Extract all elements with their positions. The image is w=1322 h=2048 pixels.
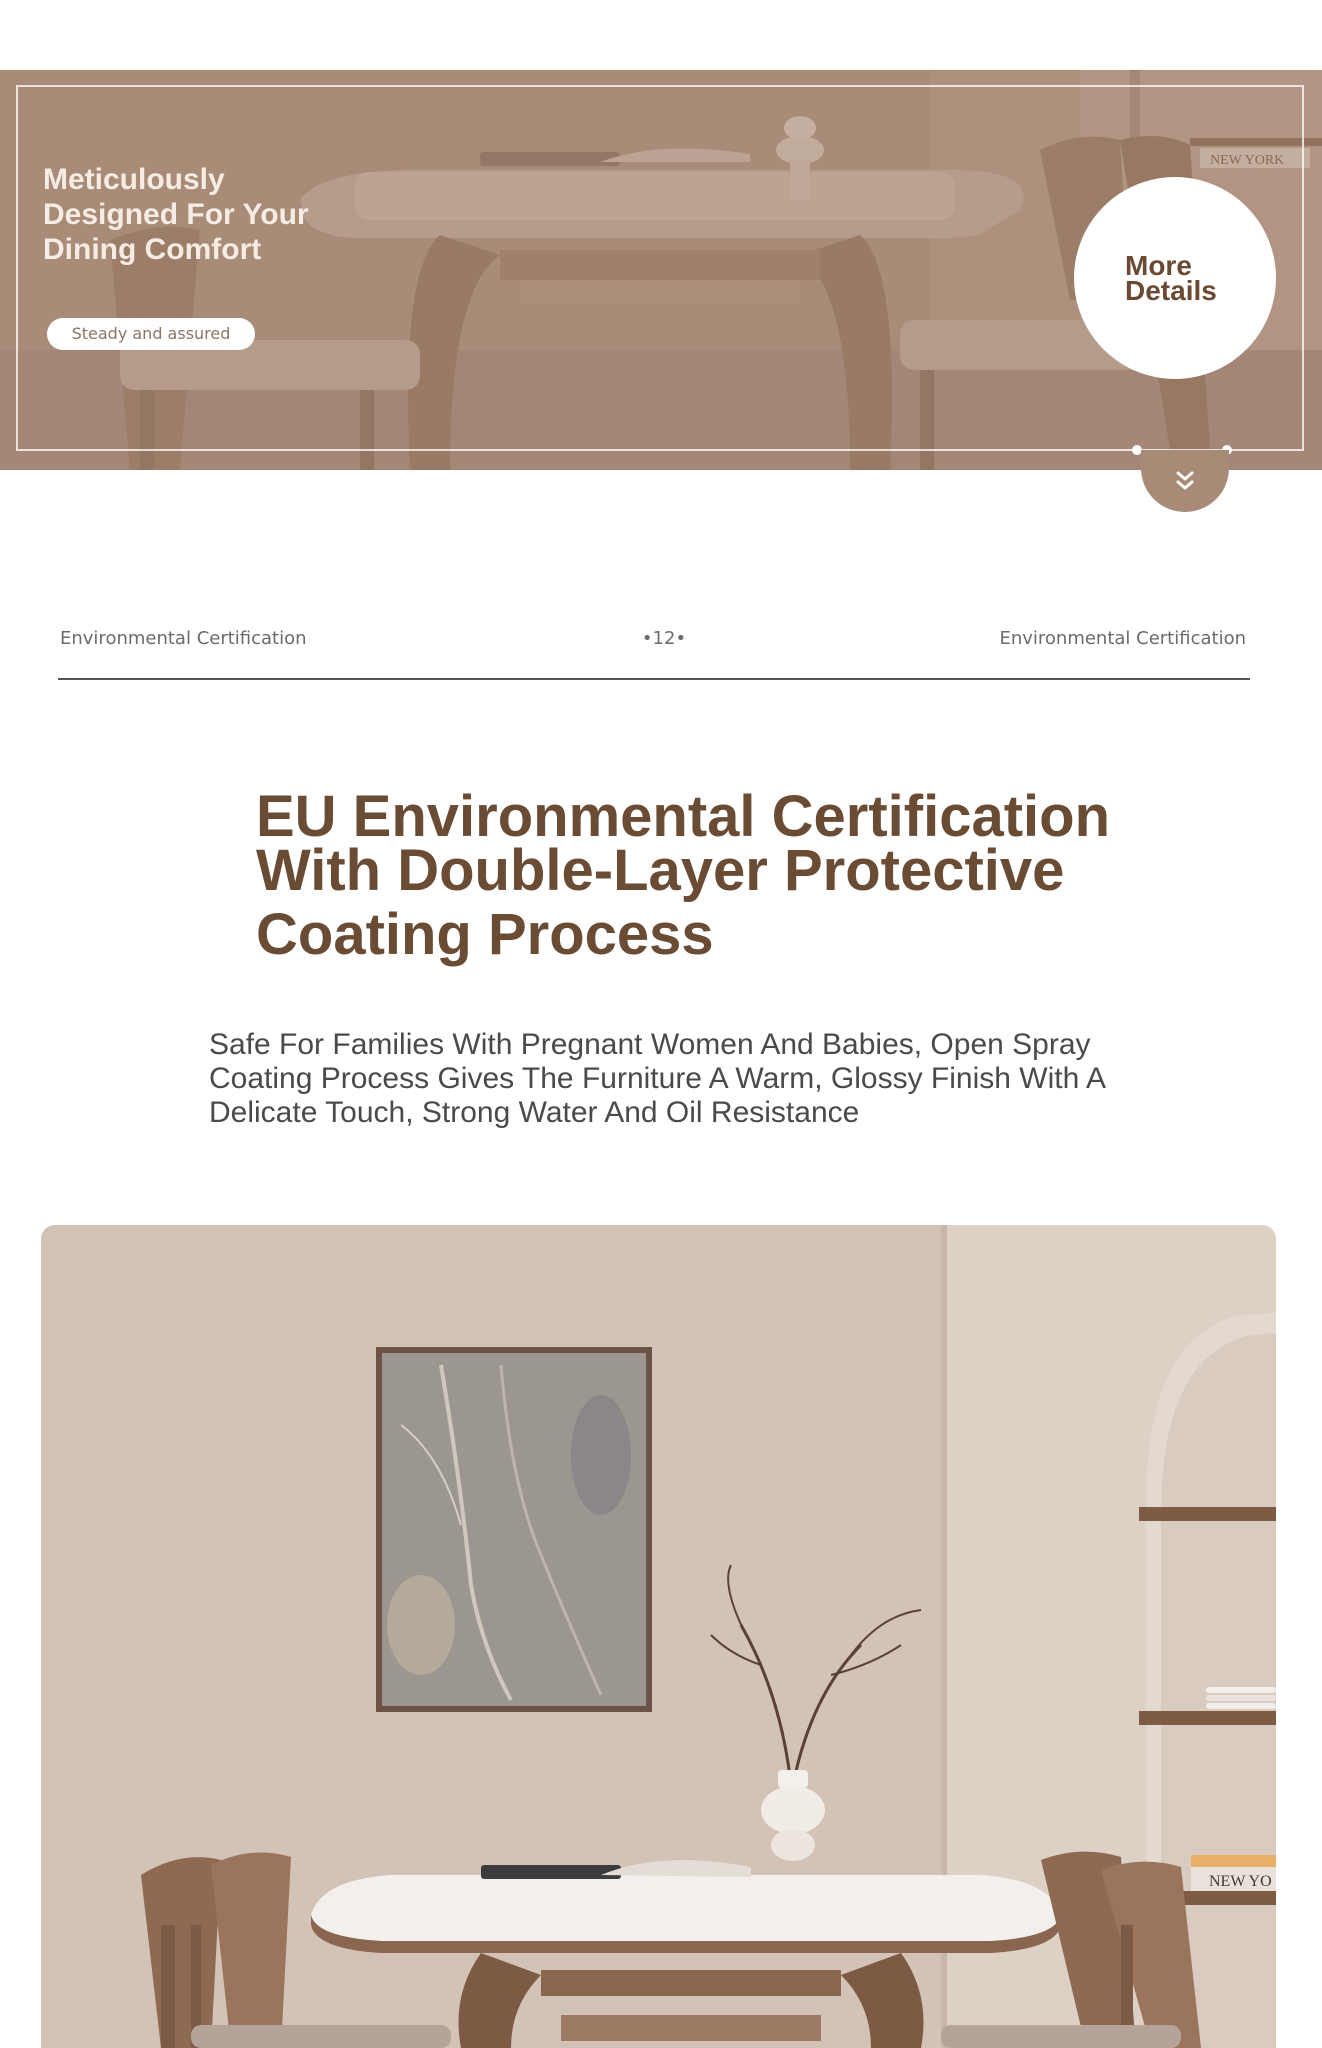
hero-title [43,162,343,267]
hero-title-line2: Designed For Your [43,198,309,231]
more-details-line2: Details [1125,275,1217,306]
page-description: Safe For Families With Pregnant Women And Babies, Open Spray Coating Process Gives The Furniture A Warm, Glossy Finish With A Delicate Touch, Strong Water And Oil Resistance [209,1028,1105,1129]
product-photo [41,1225,1276,2048]
more-details-button[interactable] [1074,177,1276,379]
scroll-down-button[interactable] [1141,450,1229,512]
book-label-hero: NEW YORK [1210,153,1285,168]
section-header-right: Environmental Certification [999,628,1246,649]
page-title [256,784,1116,967]
hero-title-line3: Dining Comfort [43,233,262,266]
hero-banner [0,70,1322,470]
hero-title-line1: Meticulously [43,163,225,196]
section-header [58,620,1250,680]
page-title-line2: With Double-Layer Protective [256,838,1065,903]
section-header-left: Environmental Certification [60,628,307,649]
page-title-line3: Coating Process [256,902,714,967]
book-label: NEW YO [1209,1873,1272,1890]
hero-tag-badge: Steady and assured [47,318,255,350]
chevrons-down-icon [1171,467,1199,495]
page-title-line1: EU Environmental Certification [256,784,1111,849]
page-number: •12• [641,628,687,649]
more-details-line1: More [1125,250,1192,281]
dining-room-scene [41,1225,1276,2048]
